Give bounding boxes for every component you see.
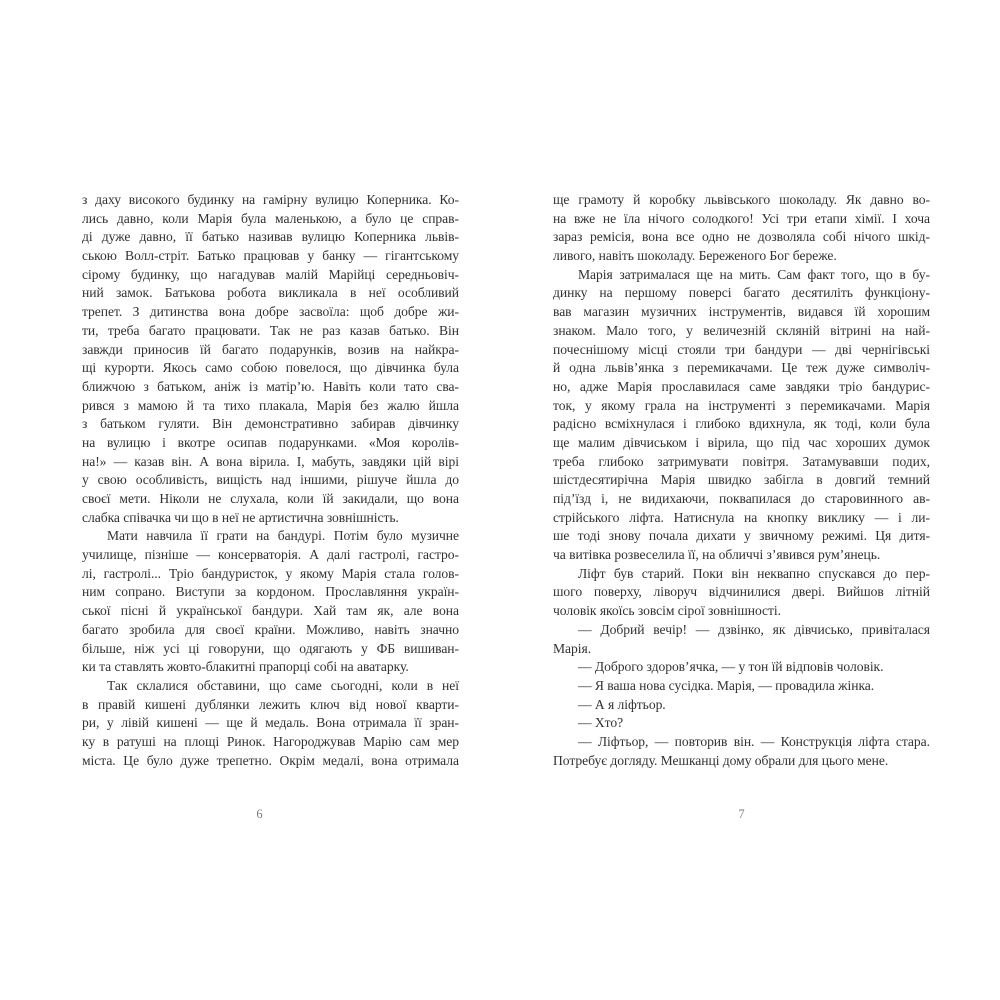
text-line: Марія. (553, 640, 592, 656)
text-line: щі курорти. Якось само собою повелося, що дівчинка була (82, 360, 459, 376)
text-line: ний замок. Батькова робота викликала в неї особливий (82, 285, 459, 301)
text-line: — Добрий вечір! — дзвінко, як дівчисько, привіталася (578, 621, 930, 637)
text-line: міста. Це було дуже трепетно. Окрім медалі, вона отримала (82, 752, 459, 768)
text-line: ток, у якому грала на інструменті з перемикачами. Марія (553, 397, 930, 413)
text-line: зараз ремісія, вона все одно не дозволяла собі нічого шкід- (553, 229, 930, 245)
text-line: — Ліфтьор, — повторив він. — Конструкція ліфта стара. (578, 733, 930, 749)
text-line: рився з мамою й та тихо плакала, Марія без жалю йшла (82, 397, 459, 413)
text-line: Ліфт був старий. Поки він неквапно спускався до пер- (578, 565, 930, 581)
text-line: у свою особливість, вищість над іншими, рішуче йшла до (82, 472, 459, 488)
text-line: багато зробила для своєї країни. Можливо, навіть значно (82, 621, 459, 637)
text-line: — Хто? (578, 715, 624, 731)
page-right-text (553, 191, 930, 770)
page-left-text (82, 191, 459, 770)
text-line: Мати навчила її грати на бандурі. Потім було музичне (107, 528, 459, 544)
text-line: слабка співачка чи що в неї не артистична зовнішність. (82, 509, 399, 525)
text-line: ще малим дівчиськом і вірила, що під час хороших думок (553, 434, 930, 450)
text-line: з даху високого будинку на гамірну вулицю Коперника. Ко- (82, 192, 459, 207)
text-line: Так склалися обставини, що саме сьогодні, коли в неї (107, 677, 459, 693)
text-line: Потребує догляду. Мешканці дому обрали для цього мене. (553, 752, 889, 768)
text-line: знаком. Мало того, у величезній скляній вітрині на най- (553, 322, 930, 338)
text-line: трепет. З дитинства вона добре засвоїла: щоб добре жи- (82, 304, 459, 320)
text-line: ською Волл-стріт. Батько працював у банку — гігантському (82, 248, 459, 264)
text-line: на вже не їла нічого солодкого! Усі три етапи хімії. І хоча (553, 210, 930, 226)
text-line: сірому будинку, що нагадував малій Марійці середньовіч- (82, 266, 459, 282)
text-line: більше, ніж усі ці говоруни, що одягають у ФБ вишиван- (82, 640, 459, 656)
text-line: но, адже Марія прославилася саме завдяки тріо бандурис- (553, 378, 930, 394)
page-right (553, 191, 930, 822)
text-line: вав магазин музичних інструментів, видався їй хорошим (553, 304, 930, 320)
text-line: на вулицю і вкотре осипав подарунками. «Моя королів- (82, 434, 459, 450)
text-line: під’їзд і, не видихаючи, поквапилася до старовинного ав- (553, 491, 930, 506)
page-number-left: 6 (256, 807, 263, 822)
text-line: ської пісні й української бандури. Хай там як, але вона (82, 603, 459, 619)
text-line: — Доброго здоров’ячка, — у тон їй відповів чоловік. (578, 659, 884, 675)
text-line: ближчою з батьком, аніж із матір’ю. Навіть коли тато сва- (82, 378, 459, 394)
text-line: ним сопрано. Виступи за кордоном. Прославляння україн- (82, 584, 459, 600)
text-line: — А я ліфтьор. (578, 696, 666, 712)
text-line: ливого, навіть шоколаду. Береженого Бог береже. (553, 248, 837, 264)
text-line: почеснішому місці стояли три бандури — дві чернігівські (553, 341, 930, 357)
text-line: ча витівка розвеселила її, на обличчі з’явився рум’янець. (553, 547, 881, 563)
text-line: училище, пізніше — консерваторія. А далі гастролі, гастро- (82, 547, 459, 563)
text-line: Марія затрималася ще на мить. Сам факт того, що в бу- (578, 266, 930, 282)
text-line: чоловік якоїсь зовсім сірої зовнішності. (553, 603, 782, 619)
text-line: — Я ваша нова сусідка. Марія, — провадила жінка. (578, 677, 875, 693)
text-line: шого поверху, ліворуч відчинилися двері. Вийшов літній (553, 584, 930, 600)
text-line: й одна львів’янка з перемикачами. Це теж дуже символіч- (553, 360, 930, 376)
text-line: стрійського ліфта. Натиснула на кнопку виклику — і ли- (553, 509, 930, 525)
text-line: ти, треба багато працювати. Так не раз казав батько. Він (82, 322, 459, 338)
text-line: на!» — казав він. А вона вірила. І, мабуть, завдяки цій вірі (82, 453, 459, 469)
text-line: в правій кишені дублянки лежить ключ від нової кварти- (82, 696, 459, 712)
text-line: завжди приносив їй багато подарунків, возив на найкра- (82, 341, 459, 357)
page-left (82, 191, 459, 822)
page-number-right: 7 (738, 807, 745, 822)
text-line: ді дуже давно, її батько називав вулицю Коперника львів- (82, 229, 459, 245)
text-line: лі, гастролі... Тріо бандуристок, у якому Марія стала голов- (82, 565, 459, 581)
text-line: ще грамоту й коробку львівського шоколаду. Як давно во- (553, 192, 930, 207)
text-line: треба глибоко затримувати повітря. Затамувавши подих, (553, 453, 930, 469)
text-line: динку на першому поверсі багато десятиліть функціону- (553, 285, 930, 301)
text-line: ри, у лівій кишені — ще й медаль. Вона отримала її зран- (82, 715, 459, 731)
text-line: радісно всміхнулася і глибоко вдихнула, як тоді, коли була (553, 416, 930, 432)
text-line: ше тоді знову почала дихати у звичному режимі. Ця дитя- (553, 528, 930, 544)
text-line: шістдесятирічна Марія швидко забігла в довгий темний (553, 472, 930, 488)
text-line: лись давно, коли Марія була маленькою, а було це справ- (82, 210, 459, 226)
text-line: ки та ставлять жовто-блакитні прапорці собі на аватарку. (82, 659, 409, 675)
text-line: ку в ратуші на площі Ринок. Нагороджував Марію сам мер (82, 733, 459, 749)
text-line: з батьком гуляти. Він демонстративно забирав дівчинку (82, 416, 459, 432)
text-line: своєї мети. Ніколи не слухала, коли їй закидали, що вона (82, 491, 459, 506)
